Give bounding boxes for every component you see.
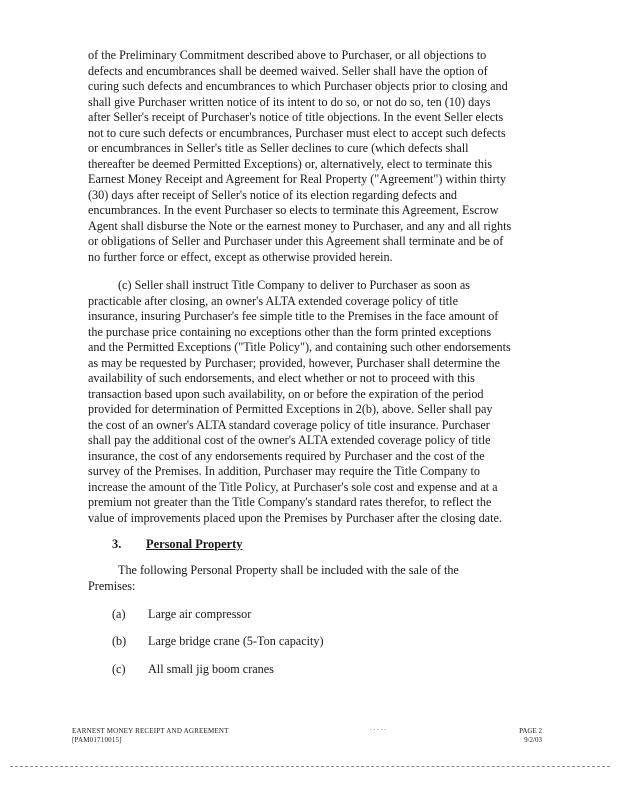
text-line: no further force or effect, except as otherwise provided herein. <box>88 249 393 264</box>
text-line: shall pay the additional cost of the owner's ALTA extended coverage policy of title <box>88 433 491 447</box>
text-line: encumbrances. In the event Purchaser so elects to terminate this Agreement, Escrow <box>88 203 499 217</box>
text-line: Agent shall disburse the Note or the earnest money to Purchaser, and any and all rights <box>88 218 512 233</box>
list-item <box>112 634 324 649</box>
footer-page-info <box>502 727 542 745</box>
text-line: insurance, insuring Purchaser's fee simple title to the Premises in the face amount of <box>88 309 499 323</box>
footer-title-line: EARNEST MONEY RECEIPT AND AGREEMENT <box>72 727 229 735</box>
footer-marks: . . . . . <box>370 724 386 732</box>
list-item-text: All small jig boom cranes <box>148 662 274 676</box>
list-item-label: (c) <box>112 662 126 676</box>
paragraph-title-objections <box>88 48 528 265</box>
list-item-text: Large air compressor <box>148 607 252 621</box>
list-item <box>112 607 251 622</box>
list-item-label: (a) <box>112 607 126 621</box>
text-line: transaction based upon such availability, on or before the expiration of the period <box>88 386 484 401</box>
text-line: or encumbrances in Seller's title as Seller declines to cure (which defects shall <box>88 141 469 155</box>
text-line: increase the amount of the Title Policy, at Purchaser's sole cost and expense and at a <box>88 479 498 494</box>
text-line: the purchase price containing no exceptions other than the form printed exceptions <box>88 324 492 339</box>
text-line: insurance, the cost of any endorsements required by Purchaser and the cost of the <box>88 448 485 463</box>
text-line: not to cure such defects or encumbrances, Purchaser must elect to accept such defects <box>88 125 506 140</box>
text-line: availability of such endorsements, and elect whether or not to proceed with this <box>88 371 475 385</box>
text-line: (30) days after receipt of Seller's notice of its election regarding defects and <box>88 187 458 202</box>
text-line: thereafter be deemed Permitted Exceptions) or, alternatively, elect to terminate this <box>88 156 493 171</box>
text-line: Premises: <box>88 578 136 593</box>
footer-doc-id: [PAM01710015] <box>72 736 122 744</box>
text-line: practicable after closing, an owner's ALTA extended coverage policy of title <box>88 293 458 308</box>
text-line: provided for determination of Permitted Exceptions in 2(b), above. Seller shall pay <box>88 402 493 416</box>
paragraph-title-policy <box>88 278 528 526</box>
section-title: Personal Property <box>146 537 243 551</box>
text-line: as may be requested by Purchaser; provided, however, Purchaser shall determine the <box>88 355 501 370</box>
list-item-label: (b) <box>112 634 127 648</box>
text-line: Earnest Money Receipt and Agreement for Real Property ("Agreement") within thirty <box>88 172 507 186</box>
paragraph-personal-property <box>88 563 528 594</box>
text-line: after Seller's receipt of Purchaser's notice of title objections. In the event Seller elects <box>88 110 504 124</box>
text-line: curing such defects and encumbrances to which Purchaser objects prior to closing and <box>88 79 508 93</box>
footer-document-title <box>72 727 229 745</box>
text-line: value of improvements placed upon the Premises by Purchaser after the closing date. <box>88 510 502 525</box>
footer-page-number: PAGE 2 <box>519 727 542 735</box>
text-line: shall give Purchaser written notice of its intent to do so, or not do so, ten (10) days <box>88 94 491 109</box>
text-line: of the Preliminary Commitment described above to Purchaser, or all objections to <box>88 48 487 62</box>
list-item-text: Large bridge crane (5-Ton capacity) <box>148 634 324 648</box>
list-item <box>112 662 274 677</box>
text-line: (c) Seller shall instruct Title Company to deliver to Purchaser as soon as <box>118 278 471 292</box>
text-line: or obligations of Seller and Purchaser under this Agreement shall terminate and be of <box>88 234 504 248</box>
text-line: and the Permitted Exceptions ("Title Policy"), and containing such other endorsements <box>88 340 511 354</box>
text-line: premium not greater than the Title Company's standard rates therefor, to reflect the <box>88 495 492 509</box>
footer-date: 9/2/03 <box>524 736 542 744</box>
section-number: 3. <box>112 537 122 551</box>
section-heading <box>112 537 242 552</box>
text-line: The following Personal Property shall be included with the sale of the <box>118 563 459 577</box>
scan-edge-line <box>10 766 610 768</box>
text-line: survey of the Premises. In addition, Purchaser may require the Title Company to <box>88 464 480 478</box>
text-line: the cost of an owner's ALTA standard coverage policy of title insurance. Purchaser <box>88 417 490 432</box>
text-line: defects and encumbrances shall be deemed waived. Seller shall have the option of <box>88 63 488 78</box>
